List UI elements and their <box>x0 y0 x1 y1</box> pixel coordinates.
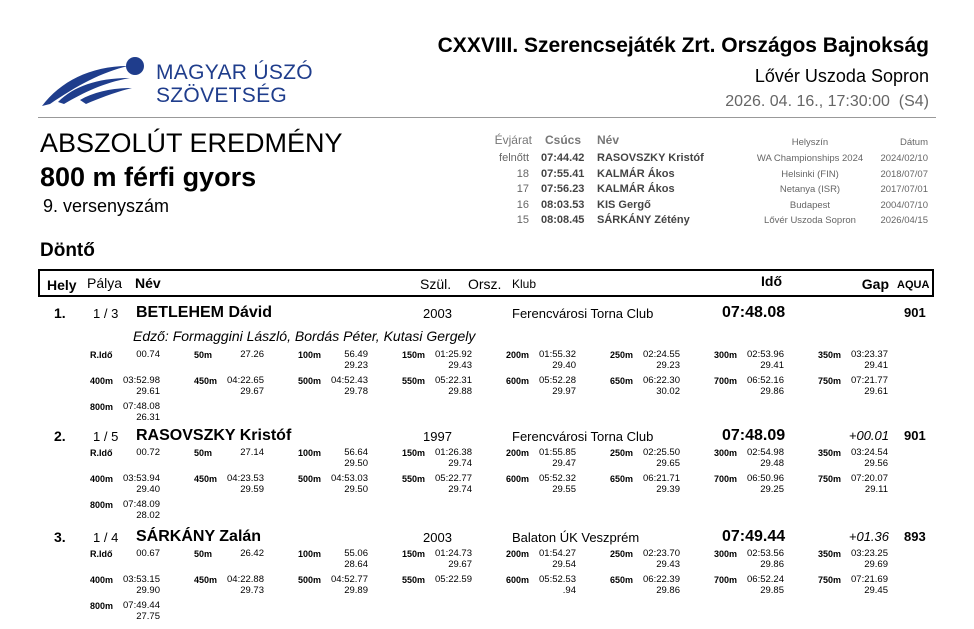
split-time: 27.14 <box>240 447 264 458</box>
split-distance: 300m <box>714 549 738 559</box>
split-time: 02:53.56 <box>747 548 784 559</box>
split-distance: 450m <box>194 575 218 585</box>
split-lap: 29.97 <box>552 386 576 397</box>
split-time: 02:25.50 <box>643 447 680 458</box>
split-time: 02:24.55 <box>643 349 680 360</box>
col-born: Szül. <box>420 276 452 292</box>
record-date: 2024/02/10 <box>880 153 928 164</box>
result-time: 07:48.08 <box>722 304 786 321</box>
result-born: 2003 <box>423 306 452 321</box>
split-lap: 29.61 <box>864 386 888 397</box>
split-time: 07:49.44 <box>123 600 160 611</box>
split-lap: 29.50 <box>344 484 368 495</box>
split-time: 03:53.94 <box>123 473 160 484</box>
record-date: 2004/07/10 <box>880 200 928 211</box>
split-time: 03:52.98 <box>123 375 160 386</box>
split-lap: 29.90 <box>136 585 160 596</box>
result-club: Balaton ÚK Veszprém <box>512 530 640 545</box>
split-time: 06:50.96 <box>747 473 784 484</box>
split-lap: 28.02 <box>136 510 160 521</box>
split-lap: 29.23 <box>344 360 368 371</box>
split-time: 01:54.27 <box>539 548 576 559</box>
split-time: 04:52.43 <box>331 375 368 386</box>
split-lap: 26.31 <box>136 412 160 423</box>
split-time: 05:22.59 <box>435 574 472 585</box>
split-distance: 650m <box>610 474 634 484</box>
record-name: RASOVSZKY Kristóf <box>597 152 704 164</box>
split-distance: 200m <box>506 549 530 559</box>
split-distance: 700m <box>714 575 738 585</box>
result-name: RASOVSZKY Kristóf <box>136 427 292 444</box>
result-born: 1997 <box>423 429 452 444</box>
split-lap: 29.48 <box>760 458 784 469</box>
split-lap: 29.43 <box>656 559 680 570</box>
col-country: Orsz. <box>468 276 502 292</box>
split-lap: 29.41 <box>864 360 888 371</box>
split-distance: 550m <box>402 474 426 484</box>
record-place: WA Championships 2024 <box>756 153 864 164</box>
event-number: 9. versenyszám <box>43 196 170 216</box>
result-name: SÁRKÁNY Zalán <box>136 528 262 545</box>
split-time: 55.06 <box>344 548 368 559</box>
split-distance: 750m <box>818 474 842 484</box>
split-time: 05:52.28 <box>539 375 576 386</box>
col-time: Idő <box>761 273 782 289</box>
split-distance: 400m <box>90 575 114 585</box>
split-time: 07:48.08 <box>123 401 160 412</box>
reaction-label: R.Idő <box>90 549 113 559</box>
split-lap: 29.67 <box>448 559 472 570</box>
split-distance: 300m <box>714 350 738 360</box>
phase-title: Döntő <box>40 240 95 261</box>
split-distance: 50m <box>194 448 213 458</box>
federation-logo-icon <box>40 52 148 108</box>
result-club: Ferencvárosi Torna Club <box>512 306 654 321</box>
split-time: 04:22.65 <box>227 375 264 386</box>
split-distance: 350m <box>818 350 842 360</box>
federation-name-line2: SZÖVETSÉG <box>156 84 288 107</box>
split-lap: 29.47 <box>552 458 576 469</box>
split-lap: 29.65 <box>656 458 680 469</box>
split-distance: 150m <box>402 350 426 360</box>
split-time: 06:52.24 <box>747 574 784 585</box>
split-lap: 30.02 <box>656 386 680 397</box>
split-distance: 550m <box>402 376 426 386</box>
result-born: 2003 <box>423 530 452 545</box>
record-date: 2017/07/01 <box>880 184 928 195</box>
split-lap: .94 <box>562 585 576 596</box>
header-divider <box>38 117 936 118</box>
split-lap: 29.56 <box>864 458 888 469</box>
record-time: 08:08.45 <box>541 214 585 226</box>
split-lap: 29.74 <box>448 458 472 469</box>
split-time: 03:53.15 <box>123 574 160 585</box>
record-date: 2026/04/15 <box>880 215 928 226</box>
split-lap: 29.54 <box>552 559 576 570</box>
result-time: 07:49.44 <box>722 528 786 545</box>
split-distance: 650m <box>610 575 634 585</box>
record-place: Lővér Uszoda Sopron <box>764 215 856 226</box>
split-distance: 800m <box>90 500 114 510</box>
record-age: 17 <box>516 183 529 195</box>
split-distance: 450m <box>194 474 218 484</box>
split-distance: 400m <box>90 376 114 386</box>
result-name: BETLEHEM Dávid <box>136 304 273 321</box>
split-lap: 29.88 <box>448 386 472 397</box>
record-age: 15 <box>516 214 529 226</box>
split-time: 03:23.37 <box>851 349 888 360</box>
split-lap: 29.45 <box>864 585 888 596</box>
split-time: 26.42 <box>240 548 264 559</box>
result-aqua: 893 <box>904 529 926 544</box>
split-lap: 29.86 <box>760 386 784 397</box>
split-lap: 29.39 <box>656 484 680 495</box>
split-time: 01:55.32 <box>539 349 576 360</box>
competition-datetime <box>725 93 929 111</box>
split-lap: 29.55 <box>552 484 576 495</box>
reaction-time: 00.74 <box>136 349 160 360</box>
split-distance: 50m <box>194 549 213 559</box>
record-time: 07:44.42 <box>541 152 585 164</box>
datetime-text: 2026. 04. 16., 17:30:00 <box>725 93 890 110</box>
split-distance: 100m <box>298 448 322 458</box>
split-distance: 150m <box>402 448 426 458</box>
records-header-date: Dátum <box>900 137 928 148</box>
split-time: 01:55.85 <box>539 447 576 458</box>
split-distance: 200m <box>506 448 530 458</box>
split-distance: 150m <box>402 549 426 559</box>
reaction-label: R.Idő <box>90 448 113 458</box>
split-distance: 700m <box>714 376 738 386</box>
split-distance: 600m <box>506 474 530 484</box>
split-time: 05:52.53 <box>539 574 576 585</box>
split-distance: 250m <box>610 350 634 360</box>
split-lap: 27.75 <box>136 611 160 622</box>
records-header-place: Helyszín <box>791 137 829 148</box>
federation-name-line1: MAGYAR ÚSZÓ <box>156 61 313 84</box>
split-distance: 550m <box>402 575 426 585</box>
split-distance: 250m <box>610 448 634 458</box>
split-lap: 29.61 <box>136 386 160 397</box>
split-distance: 500m <box>298 474 322 484</box>
split-time: 07:21.69 <box>851 574 888 585</box>
split-time: 06:22.39 <box>643 574 680 585</box>
split-time: 04:52.77 <box>331 574 368 585</box>
split-lap: 29.25 <box>760 484 784 495</box>
split-time: 04:53.03 <box>331 473 368 484</box>
record-name: KALMÁR Ákos <box>597 183 675 195</box>
event-name: 800 m férfi gyors <box>40 162 257 192</box>
competition-title: CXXVIII. Szerencsejáték Zrt. Országos Bajnokság <box>437 34 929 57</box>
result-lane: 1 / 4 <box>93 530 119 545</box>
split-distance: 100m <box>298 350 322 360</box>
result-place: 3. <box>54 529 66 545</box>
split-time: 06:52.16 <box>747 375 784 386</box>
split-time: 05:22.77 <box>435 473 472 484</box>
split-time: 07:20.07 <box>851 473 888 484</box>
result-aqua: 901 <box>904 428 926 443</box>
col-club: Klub <box>512 277 537 291</box>
record-name: KALMÁR Ákos <box>597 168 675 180</box>
split-lap: 28.64 <box>344 559 368 570</box>
reaction-time: 00.72 <box>136 447 160 458</box>
col-lane: Pálya <box>87 275 123 291</box>
record-name: SÁRKÁNY Zétény <box>597 214 690 226</box>
split-distance: 500m <box>298 575 322 585</box>
split-distance: 250m <box>610 549 634 559</box>
record-time: 07:56.23 <box>541 183 585 195</box>
result-coach: Edző: Formaggini László, Bordás Péter, Kutasi Gergely <box>133 328 476 344</box>
split-distance: 100m <box>298 549 322 559</box>
split-lap: 29.73 <box>240 585 264 596</box>
split-distance: 350m <box>818 549 842 559</box>
record-place: Helsinki (FIN) <box>781 169 839 180</box>
split-distance: 50m <box>194 350 213 360</box>
split-distance: 200m <box>506 350 530 360</box>
split-lap: 29.41 <box>760 360 784 371</box>
split-time: 03:24.54 <box>851 447 888 458</box>
split-lap: 29.23 <box>656 360 680 371</box>
reaction-time: 00.67 <box>136 548 160 559</box>
split-lap: 29.86 <box>760 559 784 570</box>
split-distance: 650m <box>610 376 634 386</box>
split-distance: 400m <box>90 474 114 484</box>
split-lap: 29.85 <box>760 585 784 596</box>
split-time: 07:48.09 <box>123 499 160 510</box>
split-lap: 29.86 <box>656 585 680 596</box>
result-aqua: 901 <box>904 305 926 320</box>
split-lap: 29.74 <box>448 484 472 495</box>
split-time: 06:22.30 <box>643 375 680 386</box>
split-lap: 29.40 <box>136 484 160 495</box>
split-time: 56.64 <box>344 447 368 458</box>
reaction-label: R.Idő <box>90 350 113 360</box>
record-age: felnőtt <box>499 152 529 164</box>
split-time: 01:25.92 <box>435 349 472 360</box>
result-gap: +01.36 <box>848 529 889 544</box>
split-time: 02:54.98 <box>747 447 784 458</box>
split-time: 02:23.70 <box>643 548 680 559</box>
split-distance: 800m <box>90 402 114 412</box>
result-place: 1. <box>54 305 66 321</box>
split-lap: 29.89 <box>344 585 368 596</box>
split-distance: 600m <box>506 376 530 386</box>
record-time: 07:55.41 <box>541 168 585 180</box>
record-date: 2018/07/07 <box>880 169 928 180</box>
split-distance: 600m <box>506 575 530 585</box>
split-distance: 350m <box>818 448 842 458</box>
split-time: 56.49 <box>344 349 368 360</box>
split-time: 05:22.31 <box>435 375 472 386</box>
result-gap: +00.01 <box>848 428 889 443</box>
split-lap: 29.59 <box>240 484 264 495</box>
split-distance: 700m <box>714 474 738 484</box>
split-lap: 29.43 <box>448 360 472 371</box>
result-lane: 1 / 5 <box>93 429 119 444</box>
result-lane: 1 / 3 <box>93 306 119 321</box>
split-distance: 800m <box>90 601 114 611</box>
split-distance: 750m <box>818 376 842 386</box>
split-lap: 29.40 <box>552 360 576 371</box>
split-distance: 500m <box>298 376 322 386</box>
split-lap: 29.50 <box>344 458 368 469</box>
col-aqua: AQUA <box>897 279 930 291</box>
col-gap: Gap <box>861 276 889 292</box>
split-distance: 750m <box>818 575 842 585</box>
split-time: 02:53.96 <box>747 349 784 360</box>
result-club: Ferencvárosi Torna Club <box>512 429 654 444</box>
result-time: 07:48.09 <box>722 427 786 444</box>
split-time: 01:26.38 <box>435 447 472 458</box>
split-distance: 300m <box>714 448 738 458</box>
record-time: 08:03.53 <box>541 199 585 211</box>
record-place: Netanya (ISR) <box>779 184 841 195</box>
split-time: 27.26 <box>240 349 264 360</box>
split-lap: 29.67 <box>240 386 264 397</box>
record-name: KIS Gergő <box>597 199 651 211</box>
split-time: 01:24.73 <box>435 548 472 559</box>
split-lap: 29.11 <box>864 484 888 495</box>
record-age: 18 <box>516 168 529 180</box>
split-time: 04:22.88 <box>227 574 264 585</box>
competition-venue: Lővér Uszoda Sopron <box>754 66 929 86</box>
records-header-name: Név <box>597 133 620 147</box>
record-place: Budapest <box>789 200 831 211</box>
result-type-title: ABSZOLÚT EREDMÉNY <box>40 128 343 158</box>
split-distance: 450m <box>194 376 218 386</box>
records-header-age: Évjárat <box>494 133 532 147</box>
col-place: Hely <box>47 277 77 293</box>
session-text: (S4) <box>898 93 929 110</box>
records-header-best: Csúcs <box>545 133 582 147</box>
split-time: 07:21.77 <box>851 375 888 386</box>
split-time: 03:23.25 <box>851 548 888 559</box>
split-lap: 29.69 <box>864 559 888 570</box>
split-time: 06:21.71 <box>643 473 680 484</box>
split-time: 05:52.32 <box>539 473 576 484</box>
split-lap: 29.78 <box>344 386 368 397</box>
result-place: 2. <box>54 428 66 444</box>
split-time: 04:23.53 <box>227 473 264 484</box>
col-name: Név <box>135 275 161 291</box>
record-age: 16 <box>516 199 529 211</box>
